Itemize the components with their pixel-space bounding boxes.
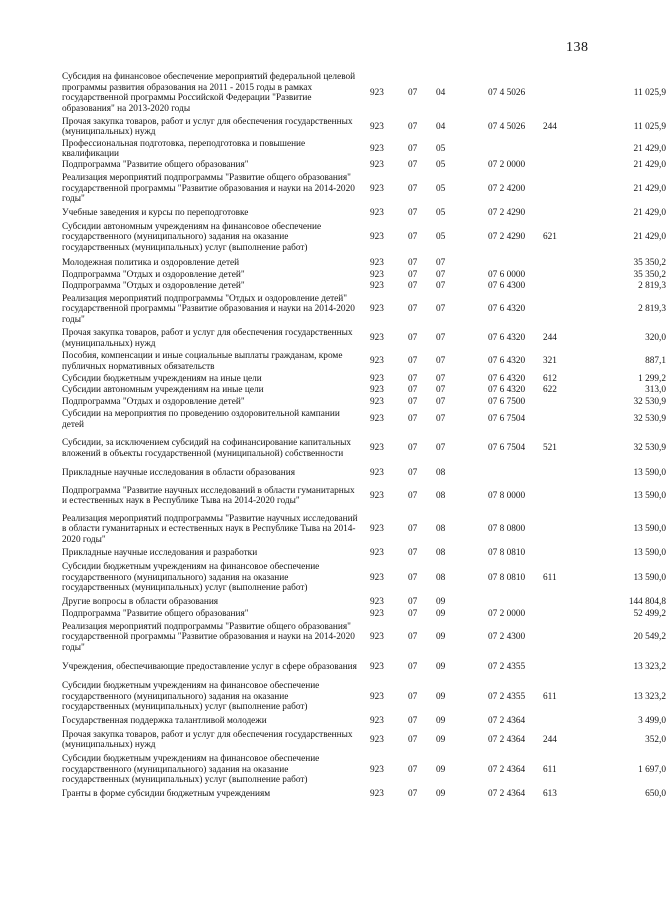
row-ved: 923: [370, 232, 384, 243]
row-ved: 923: [370, 87, 384, 98]
row-name: Подпрограмма "Отдых и оздоровление детей": [62, 281, 245, 292]
row-cs: 07 6 4320: [488, 373, 526, 384]
row-cs: 07 2 0000: [488, 608, 526, 619]
row-pr: 04: [436, 87, 446, 98]
row-name: Прикладные научные исследования и разработки: [62, 548, 258, 559]
row-sum: 21 429,0: [633, 232, 666, 243]
table-row: [0, 116, 666, 138]
row-pr: 07: [436, 373, 446, 384]
table-row: [0, 350, 666, 373]
row-name: Реализация мероприятий подпрограммы "Развитие общего образования" государственной программы "Развитие образования и науки на 2014-2020 годы": [62, 173, 355, 205]
row-cs: 07 6 7504: [488, 443, 526, 454]
row-rz: 07: [408, 596, 418, 607]
table-row: [0, 408, 666, 431]
row-name: Учреждения, обеспечивающие предоставление услуг в сфере образования: [62, 661, 357, 672]
row-pr: 05: [436, 232, 446, 243]
row-rz: 07: [408, 608, 418, 619]
row-rz: 07: [408, 443, 418, 454]
row-vr: 611: [543, 764, 557, 775]
row-ved: 923: [370, 734, 384, 745]
row-name: Прочая закупка товаров, работ и услуг для обеспечения государственных (муниципальных) нужд: [62, 328, 353, 349]
row-rz: 07: [408, 548, 418, 559]
table-row: [0, 560, 666, 596]
table-row: [0, 608, 666, 620]
row-sum: 21 429,0: [633, 183, 666, 194]
row-cs: 07 8 0810: [488, 548, 526, 559]
row-ved: 923: [370, 270, 384, 281]
row-sum: 2 819,3: [638, 304, 666, 315]
row-name: Профессиональная подготовка, переподготовка и повышение квалификации: [62, 138, 306, 159]
row-cs: 07 2 4355: [488, 661, 526, 672]
row-rz: 07: [408, 572, 418, 583]
row-cs: 07 2 4300: [488, 632, 526, 643]
table-row: [0, 327, 666, 350]
row-name: Пособия, компенсации и иные социальные выплаты гражданам, кроме публичных нормативных обязательств: [62, 351, 343, 372]
table-row: [0, 270, 666, 281]
row-ved: 923: [370, 396, 384, 407]
row-ved: 923: [370, 632, 384, 643]
row-sum: 887,1: [645, 356, 666, 367]
row-sum: 20 549,2: [633, 632, 666, 643]
row-sum: 13 323,2: [633, 661, 666, 672]
page-number: 138: [566, 40, 589, 55]
row-name: Другие вопросы в области образования: [62, 596, 219, 607]
row-rz: 07: [408, 373, 418, 384]
row-sum: 21 429,0: [633, 160, 666, 171]
row-ved: 923: [370, 548, 384, 559]
row-vr: 244: [543, 734, 557, 745]
row-name: Субсидии бюджетным учреждениям на финансовое обеспечение государственного (муниципального) задания на оказание государственных (муниципальных) услуг (выполнение работ): [62, 754, 320, 786]
table-row: [0, 171, 666, 207]
row-name: Субсидии бюджетным учреждениям на финансовое обеспечение государственного (муниципального) задания на оказание государственных (муниципальных) услуг (выполнение работ): [62, 681, 320, 713]
row-sum: 32 530,9: [633, 414, 666, 425]
row-name: Субсидии автономным учреждениям на финансовое обеспечение государственного (муниципального) задания на оказание государственных (муниципальных) услуг (выполнение работ): [62, 221, 322, 253]
row-rz: 07: [408, 764, 418, 775]
row-ved: 923: [370, 524, 384, 535]
row-pr: 08: [436, 572, 446, 583]
row-cs: 07 6 4320: [488, 356, 526, 367]
row-cs: 07 8 0000: [488, 490, 526, 501]
row-sum: 32 530,9: [633, 396, 666, 407]
row-name: Государственная поддержка талантливой молодежи: [62, 716, 267, 727]
row-ved: 923: [370, 443, 384, 454]
row-sum: 35 350,2: [633, 270, 666, 281]
row-sum: 650,0: [645, 789, 666, 800]
row-cs: 07 2 4364: [488, 734, 526, 745]
row-ved: 923: [370, 596, 384, 607]
row-rz: 07: [408, 160, 418, 171]
row-pr: 07: [436, 281, 446, 292]
row-vr: 321: [543, 356, 557, 367]
table-row: [0, 256, 666, 270]
row-rz: 07: [408, 232, 418, 243]
table-row: [0, 728, 666, 752]
row-cs: 07 2 4355: [488, 691, 526, 702]
row-rz: 07: [408, 385, 418, 396]
table-row: [0, 396, 666, 408]
row-rz: 07: [408, 270, 418, 281]
table-row: [0, 788, 666, 801]
row-cs: 07 8 0800: [488, 524, 526, 535]
row-vr: 621: [543, 232, 557, 243]
row-sum: 52 499,2: [633, 608, 666, 619]
row-name: Учебные заведения и курсы по переподготовке: [62, 207, 249, 218]
row-cs: 07 2 4200: [488, 183, 526, 194]
row-pr: 08: [436, 490, 446, 501]
row-sum: 21 429,0: [633, 207, 666, 218]
row-sum: 13 323,2: [633, 691, 666, 702]
table-row: [0, 596, 666, 608]
table-row: [0, 466, 666, 480]
row-cs: 07 2 0000: [488, 160, 526, 171]
budget-table: [0, 70, 666, 801]
row-ved: 923: [370, 143, 384, 154]
row-ved: 923: [370, 373, 384, 384]
row-name: Подпрограмма "Развитие общего образования": [62, 160, 249, 171]
row-ved: 923: [370, 789, 384, 800]
row-rz: 07: [408, 661, 418, 672]
row-pr: 09: [436, 716, 446, 727]
row-vr: 622: [543, 385, 557, 396]
row-ved: 923: [370, 691, 384, 702]
row-sum: 13 590,0: [633, 548, 666, 559]
row-pr: 09: [436, 789, 446, 800]
row-sum: 313,0: [645, 385, 666, 396]
row-sum: 13 590,0: [633, 524, 666, 535]
row-cs: 07 6 7500: [488, 396, 526, 407]
table-row: [0, 138, 666, 160]
row-sum: 320,0: [645, 333, 666, 344]
row-pr: 09: [436, 596, 446, 607]
row-cs: 07 6 4300: [488, 281, 526, 292]
row-vr: 612: [543, 373, 557, 384]
row-rz: 07: [408, 467, 418, 478]
row-pr: 05: [436, 160, 446, 171]
row-name: Гранты в форме субсидии бюджетным учреждениям: [62, 789, 271, 800]
row-ved: 923: [370, 467, 384, 478]
row-ved: 923: [370, 572, 384, 583]
row-rz: 07: [408, 257, 418, 268]
table-row: [0, 480, 666, 512]
row-rz: 07: [408, 207, 418, 218]
row-pr: 09: [436, 764, 446, 775]
row-name: Прочая закупка товаров, работ и услуг для обеспечения государственных (муниципальных) нужд: [62, 729, 353, 750]
row-name: Подпрограмма "Развитие общего образования": [62, 608, 249, 619]
row-cs: 07 8 0810: [488, 572, 526, 583]
row-cs: 07 4 5026: [488, 121, 526, 132]
row-sum: 11 025,9: [633, 121, 666, 132]
table-row: [0, 385, 666, 396]
row-rz: 07: [408, 356, 418, 367]
row-sum: 13 590,0: [633, 467, 666, 478]
row-name: Субсидии бюджетным учреждениям на иные цели: [62, 373, 262, 384]
row-name: Субсидии, за исключением субсидий на софинансирование капитальных вложений в объекты государственной (муниципальной) собственности: [62, 438, 352, 459]
row-pr: 09: [436, 691, 446, 702]
row-vr: 613: [543, 789, 557, 800]
table-row: [0, 207, 666, 219]
row-sum: 21 429,0: [633, 143, 666, 154]
table-row: [0, 160, 666, 171]
row-name: Молодежная политика и оздоровление детей: [62, 257, 240, 268]
row-pr: 07: [436, 385, 446, 396]
row-name: Субсидии на мероприятия по проведению оздоровительной кампании детей: [62, 409, 340, 430]
table-row: [0, 70, 666, 116]
row-cs: 07 2 4364: [488, 764, 526, 775]
row-pr: 09: [436, 734, 446, 745]
row-name: Реализация мероприятий подпрограммы "Развитие научных исследований в области гуманитарных и естественных наук в Республике Тыва на 2014-2020 годы": [62, 513, 358, 545]
row-cs: 07 2 4290: [488, 232, 526, 243]
row-pr: 07: [436, 356, 446, 367]
row-name: Реализация мероприятий подпрограммы "Отдых и оздоровление детей" государственной программы "Развитие образования и науки на 2014-2020 годы": [62, 293, 355, 325]
row-ved: 923: [370, 661, 384, 672]
row-ved: 923: [370, 716, 384, 727]
row-pr: 08: [436, 467, 446, 478]
row-sum: 32 530,9: [633, 443, 666, 454]
row-pr: 07: [436, 333, 446, 344]
row-vr: 611: [543, 691, 557, 702]
row-rz: 07: [408, 414, 418, 425]
row-ved: 923: [370, 490, 384, 501]
row-sum: 1 299,2: [638, 373, 666, 384]
row-sum: 352,0: [645, 734, 666, 745]
table-row: [0, 620, 666, 655]
row-rz: 07: [408, 632, 418, 643]
row-cs: 07 6 0000: [488, 270, 526, 281]
table-row: [0, 292, 666, 327]
row-pr: 08: [436, 548, 446, 559]
row-cs: 07 6 4320: [488, 333, 526, 344]
row-rz: 07: [408, 304, 418, 315]
row-rz: 07: [408, 333, 418, 344]
row-pr: 09: [436, 608, 446, 619]
row-pr: 09: [436, 661, 446, 672]
row-cs: 07 6 7504: [488, 414, 526, 425]
row-cs: 07 2 4290: [488, 207, 526, 218]
row-rz: 07: [408, 281, 418, 292]
row-ved: 923: [370, 281, 384, 292]
row-vr: 521: [543, 443, 557, 454]
row-ved: 923: [370, 183, 384, 194]
row-rz: 07: [408, 490, 418, 501]
row-pr: 07: [436, 443, 446, 454]
row-sum: 11 025,9: [633, 87, 666, 98]
table-row: [0, 431, 666, 466]
row-pr: 04: [436, 121, 446, 132]
row-rz: 07: [408, 183, 418, 194]
row-ved: 923: [370, 121, 384, 132]
row-rz: 07: [408, 143, 418, 154]
table-row: [0, 715, 666, 728]
row-pr: 07: [436, 270, 446, 281]
row-rz: 07: [408, 396, 418, 407]
row-name: Прочая закупка товаров, работ и услуг для обеспечения государственных (муниципальных) нужд: [62, 116, 353, 137]
row-sum: 144 804,8: [628, 596, 666, 607]
row-ved: 923: [370, 207, 384, 218]
row-ved: 923: [370, 356, 384, 367]
row-pr: 05: [436, 183, 446, 194]
row-name: Прикладные научные исследования в области образования: [62, 467, 295, 478]
row-sum: 13 590,0: [633, 490, 666, 501]
row-pr: 07: [436, 257, 446, 268]
row-sum: 1 697,0: [638, 764, 666, 775]
row-ved: 923: [370, 414, 384, 425]
row-sum: 35 350,2: [633, 257, 666, 268]
row-vr: 611: [543, 572, 557, 583]
row-vr: 244: [543, 121, 557, 132]
table-row: [0, 752, 666, 788]
row-name: Субсидии бюджетным учреждениям на финансовое обеспечение государственного (муниципального) задания на оказание государственных (муниципальных) услуг (выполнение работ): [62, 562, 320, 594]
row-pr: 05: [436, 207, 446, 218]
row-pr: 07: [436, 414, 446, 425]
row-rz: 07: [408, 87, 418, 98]
table-row: [0, 679, 666, 715]
row-ved: 923: [370, 764, 384, 775]
row-pr: 08: [436, 524, 446, 535]
row-ved: 923: [370, 608, 384, 619]
row-name: Подпрограмма "Отдых и оздоровление детей": [62, 396, 245, 407]
row-rz: 07: [408, 524, 418, 535]
table-row: [0, 219, 666, 256]
row-cs: 07 6 4320: [488, 385, 526, 396]
row-name: Подпрограмма "Развитие научных исследований в области гуманитарных и естественных наук в Республике Тыва на 2014-2020 годы": [62, 485, 355, 506]
row-vr: 244: [543, 333, 557, 344]
table-row: [0, 281, 666, 292]
row-cs: 07 2 4364: [488, 789, 526, 800]
row-sum: 2 819,3: [638, 281, 666, 292]
row-rz: 07: [408, 716, 418, 727]
row-ved: 923: [370, 333, 384, 344]
row-cs: 07 2 4364: [488, 716, 526, 727]
row-name: Подпрограмма "Отдых и оздоровление детей": [62, 270, 245, 281]
row-cs: 07 4 5026: [488, 87, 526, 98]
row-ved: 923: [370, 160, 384, 171]
table-row: [0, 512, 666, 547]
row-rz: 07: [408, 789, 418, 800]
row-ved: 923: [370, 257, 384, 268]
row-sum: 13 590,0: [633, 572, 666, 583]
row-cs: 07 6 4320: [488, 304, 526, 315]
row-rz: 07: [408, 734, 418, 745]
row-pr: 05: [436, 143, 446, 154]
row-name: Субсидия на финансовое обеспечение мероприятий федеральной целевой программы развития образования на 2011 - 2015 годы в рамках государственной программы Российской Федерации "Развитие образования" на 2013-2020 годы: [62, 72, 356, 114]
row-pr: 07: [436, 304, 446, 315]
table-row: [0, 547, 666, 560]
row-pr: 09: [436, 632, 446, 643]
row-ved: 923: [370, 304, 384, 315]
row-name: Реализация мероприятий подпрограммы "Развитие общего образования" государственной программы "Развитие образования и науки на 2014-2020 годы": [62, 621, 355, 653]
row-ved: 923: [370, 385, 384, 396]
row-sum: 3 499,0: [638, 716, 666, 727]
row-pr: 07: [436, 396, 446, 407]
table-row: [0, 655, 666, 679]
row-name: Субсидии автономным учреждениям на иные цели: [62, 385, 264, 396]
row-rz: 07: [408, 121, 418, 132]
table-row: [0, 373, 666, 385]
row-rz: 07: [408, 691, 418, 702]
